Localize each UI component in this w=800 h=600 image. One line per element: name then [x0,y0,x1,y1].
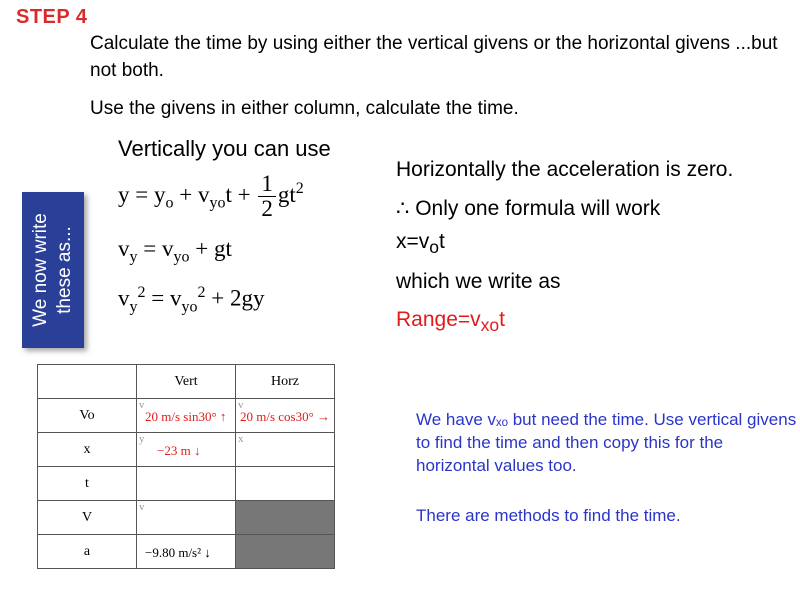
fraction-half: $\frac{1}{2}$ [258,172,276,221]
row-label: V [38,501,137,535]
table-row [38,433,335,467]
equation-displacement: $y = y_o + v_{yo}t$ + $\frac{1}{2}$ $gt^2$ [118,171,304,221]
vert-cell [137,399,236,433]
sidebar-text: We now write these as... [30,213,75,327]
horizontal-line-4: which we write as [396,270,561,293]
range-sub: xo [480,315,500,336]
cell-hint: v [139,501,145,513]
cell-hint: y [139,433,145,445]
table-header-row [38,365,335,399]
range-equation [396,308,505,336]
horizontal-eq-sub: o [429,237,439,258]
horizontal-eq-main: x=v [396,230,430,253]
equation-velocity: $v_y = v_{yo}$ + gt [118,236,232,266]
row-label: t [38,467,137,501]
equation-velocity-squared: $v_y^2 = v_{yo}^2 + 2gy$ [118,284,265,316]
cell-hint: v [238,399,244,411]
cell-value: −23 m ↓ [157,443,201,458]
row-label: a [38,535,137,569]
horz-cell [236,433,335,467]
range-end: t [499,308,505,331]
horz-cell [236,399,335,433]
cell-value: −9.80 m/s² ↓ [145,545,211,560]
range-main: Range=v [396,308,481,331]
horizontal-line-1: Horizontally the acceleration is zero. [396,158,734,181]
horizontal-eq-end: t [439,230,445,253]
horz-cell-gray [236,535,335,569]
vert-cell [137,535,236,569]
table-row [38,399,335,433]
sidebar-box [22,192,84,348]
vert-cell [137,433,236,467]
table-header: Horz [236,365,335,399]
cell-hint: v [139,399,145,411]
table-row [38,501,335,535]
step-title: STEP 4 [16,6,88,28]
table-row [38,467,335,501]
horz-cell-gray [236,501,335,535]
horizontal-equation [396,230,445,258]
row-label: Vo [38,399,137,433]
cell-hint: x [238,433,244,445]
instruction-text: Calculate the time by using either the vertical givens or the horizontal givens ...but not both. [90,33,778,81]
row-label: x [38,433,137,467]
horizontal-line-2: ∴ Only one formula will work [396,197,661,220]
note-text-2: There are methods to find the time. [416,506,681,525]
cell-value: 20 m/s cos30° → [240,409,331,424]
vert-cell [137,501,236,535]
instruction-text-2: Use the givens in either column, calculate the time. [90,98,519,119]
table-header [38,365,137,399]
note-text: We have vₓₒ but need the time. Use vertical givens to find the time and then copy this for the horizontal values too. [416,410,797,475]
horz-cell [236,467,335,501]
vert-cell [137,467,236,501]
table-header: Vert [137,365,236,399]
table-row [38,535,335,569]
vertical-label: Vertically you can use [118,136,331,161]
givens-table [37,364,335,569]
cell-value: 20 m/s sin30° ↑ [145,409,227,424]
